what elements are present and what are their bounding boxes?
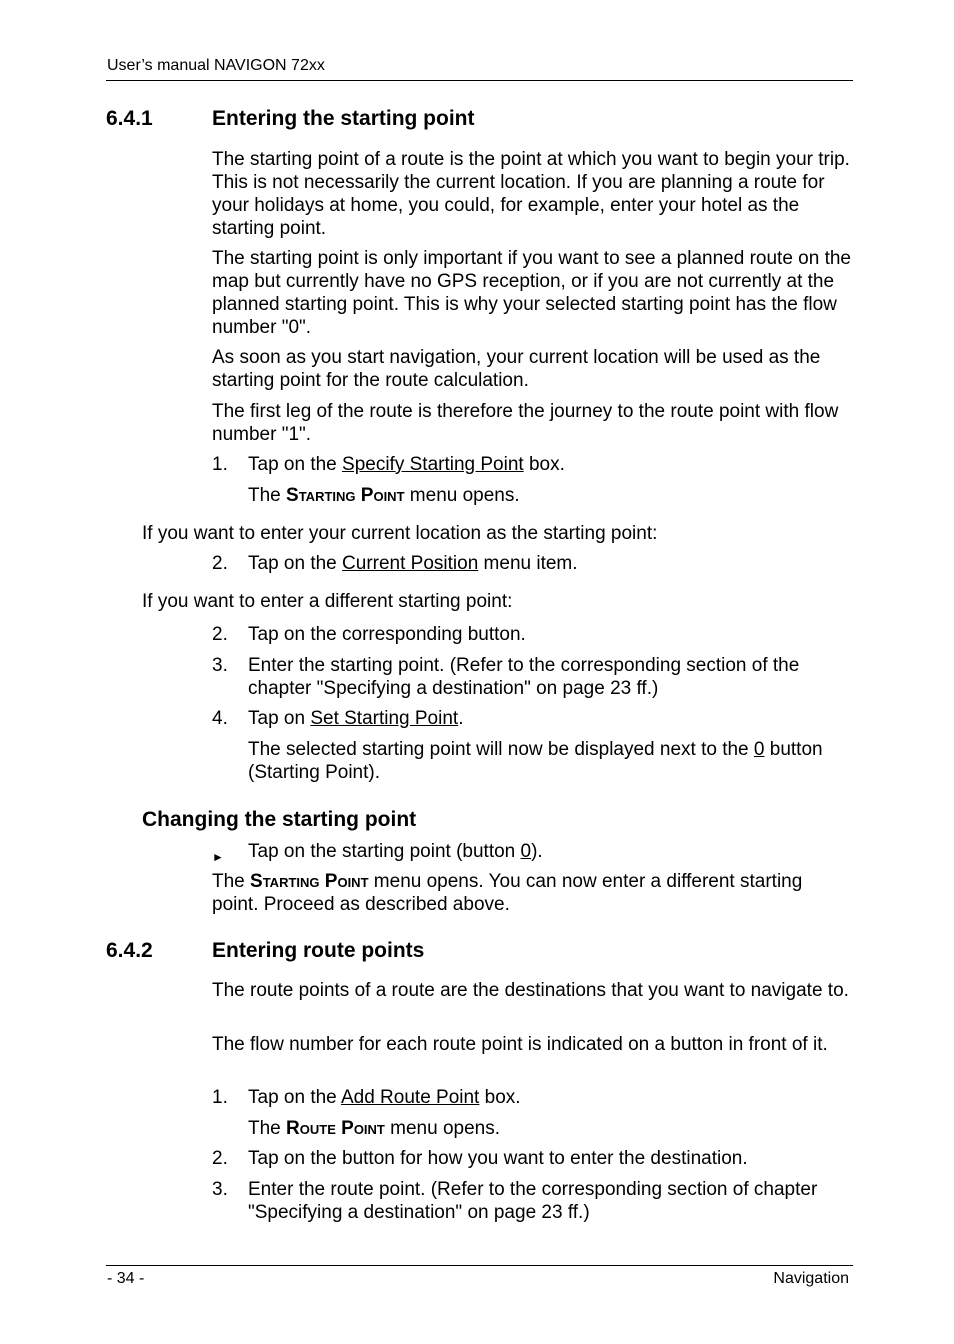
step-text-pre: Tap on the	[248, 454, 343, 475]
menu-name: Starting Point	[286, 485, 405, 506]
paragraph: As soon as you start navigation, your current location will be used as the starting point for the route calculation.	[212, 347, 821, 391]
bullet-text-post: ).	[531, 841, 543, 862]
step-result	[248, 1117, 852, 1140]
step-text: Enter the starting point. (Refer to the corresponding section of the chapter "Specifying a destination" on page 23 ff.)	[248, 655, 800, 699]
footer-rule	[106, 1265, 853, 1266]
subsection-title: Changing the starting point	[142, 808, 417, 831]
step-result	[248, 484, 852, 507]
bullet-text	[248, 840, 852, 863]
header-rule	[106, 80, 853, 81]
step-number: 2.	[212, 553, 228, 574]
ui-reference-link: 0	[753, 739, 765, 760]
paragraph: The first leg of the route is therefore the journey to the route point with flow number "1".	[212, 401, 839, 445]
running-header: User’s manual NAVIGON 72xx	[107, 57, 325, 74]
footer-section: Navigation	[773, 1270, 849, 1287]
step-number: 4.	[212, 708, 228, 729]
section-number: 6.4.2	[106, 939, 153, 962]
step-text: Enter the route point. (Refer to the corresponding section of chapter "Specifying a destination" on page 23 ff.)	[248, 1179, 818, 1223]
result-post: button (Starting Point).	[248, 739, 823, 783]
step-text-pre: Tap on the	[248, 1087, 341, 1108]
result-pre: The	[248, 1118, 287, 1139]
ui-reference-link: Add Route Point	[340, 1087, 480, 1108]
step-text-post: menu item.	[478, 553, 578, 574]
step-text	[248, 707, 852, 730]
ui-reference-link: Set Starting Point	[310, 708, 459, 729]
step-text-pre: Tap on	[248, 708, 311, 729]
ui-reference-link: Specify Starting Point	[342, 454, 524, 475]
section-number: 6.4.1	[106, 107, 153, 130]
step-text: Tap on the button for how you want to enter the destination.	[248, 1148, 748, 1169]
step-number: 3.	[212, 655, 228, 676]
result-post: menu opens. You can now enter a different starting point. Proceed as described above.	[212, 871, 803, 915]
condition-text: If you want to enter your current location as the starting point:	[142, 523, 658, 544]
step-text-pre: Tap on the	[248, 553, 343, 574]
paragraph: The flow number for each route point is indicated on a button in front of it.	[212, 1034, 828, 1055]
result-post: menu opens.	[404, 485, 520, 506]
triangle-bullet-icon: ►	[212, 850, 224, 864]
bullet-text-pre: Tap on the starting point (button	[248, 841, 521, 862]
ui-reference-link: Current Position	[342, 553, 479, 574]
step-text	[248, 453, 852, 476]
result-post: menu opens.	[384, 1118, 501, 1139]
paragraph: The starting point is only important if you want to see a planned route on the map but currently have no GPS reception, or if you are not currently at the planned starting point. This is why your selected starting point has the flow number "0".	[212, 248, 851, 338]
step-text: Tap on the corresponding button.	[248, 624, 526, 645]
step-text	[248, 552, 852, 575]
step-number: 1.	[212, 1087, 228, 1108]
result-pre: The selected starting point will now be displayed next to the	[248, 739, 754, 760]
step-result	[248, 738, 852, 784]
step-text	[248, 1086, 852, 1109]
result-pre: The	[212, 871, 251, 892]
ui-reference-link: 0	[520, 841, 532, 862]
result-pre: The	[248, 485, 287, 506]
step-number: 1.	[212, 454, 228, 475]
condition-text: If you want to enter a different starting point:	[142, 591, 513, 612]
step-text-post: .	[458, 708, 464, 729]
paragraph: The starting point of a route is the point at which you want to begin your trip. This is not necessarily the current location. If you are planning a route for your holidays at home, you could, for example, enter your hotel as the starting point.	[212, 149, 850, 239]
page-number: - 34 -	[107, 1270, 145, 1287]
step-number: 3.	[212, 1179, 228, 1200]
paragraph: The route points of a route are the destinations that you want to navigate to.	[212, 980, 849, 1001]
paragraph	[212, 870, 852, 916]
menu-name: Starting Point	[250, 871, 369, 892]
step-text-post: box.	[479, 1087, 521, 1108]
menu-name: Route Point	[286, 1118, 385, 1139]
step-number: 2.	[212, 1148, 228, 1169]
section-title: Entering route points	[212, 939, 425, 962]
step-text-post: box.	[523, 454, 565, 475]
section-title: Entering the starting point	[212, 107, 475, 130]
step-number: 2.	[212, 624, 228, 645]
